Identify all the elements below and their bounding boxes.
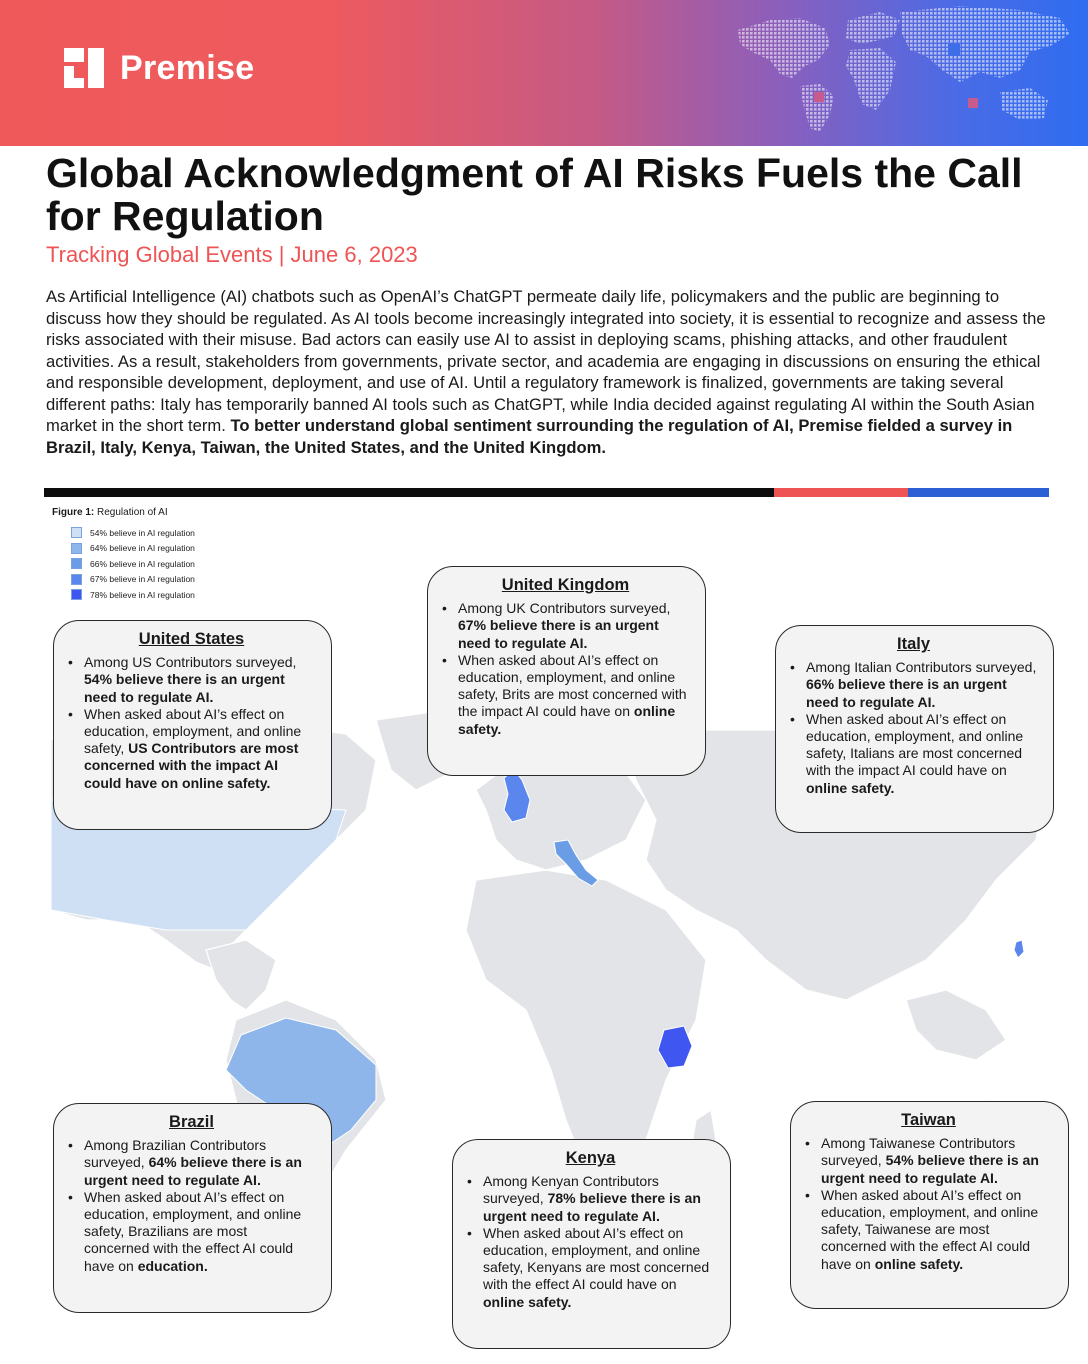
intro-text: As Artificial Intelligence (AI) chatbots such as OpenAI’s ChatGPT permeate daily life, policymakers and the public are beginning to discuss how they should be regulated. As AI tools become increasingly integrated into society, it is essential to recognize and assess the risks associated with their misuse. Bad actors can easily use AI to assist in deploying scams, phishing attacks, and other fraudulent activities. As a result, stakeholders from governments, private sector, and academia are engaging in discussions on ensuring the ethical and responsible development, deployment, and use of AI. Until a regulatory framework is finalized, governments are taking several different paths: Italy has temporarily banned AI tools such as ChatGPT, while India decided against regulating AI within the South Asian market in the short term.	[46, 287, 1046, 435]
bullet-bold-text: 78% believe there is an urgent need to regulate AI.	[483, 1190, 701, 1224]
callout-bullet	[790, 659, 1037, 711]
map-central-america	[206, 940, 276, 1010]
figure-title	[52, 507, 195, 518]
section-rule-blue	[908, 488, 1049, 497]
page-subtitle: Tracking Global Events | June 6, 2023	[46, 242, 418, 267]
bullet-text: Among US Contributors surveyed,	[84, 654, 297, 671]
legend-swatch	[71, 527, 82, 538]
legend-swatch	[71, 543, 82, 554]
legend-item	[71, 572, 195, 588]
legend-item	[71, 525, 195, 541]
bullet-bold-text: online safety.	[874, 1255, 964, 1272]
callout-bullet	[68, 1137, 315, 1189]
map-southeast-asia	[906, 990, 1006, 1060]
legend-label: 67% believe in AI regulation	[90, 574, 195, 585]
bullet-bold-text: 64% believe there is an urgent need to regulate AI.	[84, 1154, 302, 1188]
bullet-bold-text: 67% believe there is an urgent need to regulate AI.	[458, 617, 659, 651]
premise-logo-icon	[64, 48, 104, 88]
legend-swatch	[71, 574, 82, 585]
figure-legend	[52, 507, 195, 603]
callout-title: Italy	[896, 635, 931, 653]
map-africa	[466, 870, 706, 1180]
legend-label: 66% believe in AI regulation	[90, 558, 195, 569]
callout-title: Brazil	[169, 1113, 214, 1131]
callout-united-kingdom	[427, 566, 706, 776]
bullet-text: Among Brazilian Contributors surveyed,	[84, 1137, 267, 1171]
callout-title: United States	[138, 630, 245, 648]
callout-title: United Kingdom	[501, 576, 630, 594]
callout-title: Taiwan	[901, 1111, 956, 1129]
bullet-bold-text: 66% believe there is an urgent need to regulate AI.	[806, 676, 1007, 710]
callout-kenya	[452, 1139, 731, 1349]
callout-bullet	[68, 654, 315, 706]
bullet-text: When asked about AI’s effect on education, employment, and online safety, Brazilians are most concerned with the effect AI could have on	[84, 1188, 302, 1274]
bullet-text: Among UK Contributors surveyed,	[458, 600, 671, 617]
intro-bold-text: To better understand global sentiment surrounding the regulation of AI, Premise fielded a survey in Brazil, Italy, Kenya, Taiwan, the United States, and the United Kingdom.	[46, 416, 1013, 457]
intro-paragraph	[46, 286, 1046, 458]
legend-swatch	[71, 558, 82, 569]
callout-italy	[775, 625, 1054, 833]
legend-label: 64% believe in AI regulation	[90, 543, 195, 554]
bullet-text: When asked about AI’s effect on education, employment, and online safety, Kenyans are most concerned with the effect AI could have on	[483, 1224, 710, 1293]
dotted-world-map-graphic	[730, 0, 1088, 146]
callout-bullet	[467, 1225, 714, 1311]
callout-bullet	[805, 1135, 1052, 1187]
legend-item	[71, 587, 195, 603]
bullet-text: When asked about AI’s effect on education, employment, and online safety, Taiwanese are most concerned with the effect AI could have on	[821, 1186, 1039, 1272]
bullet-bold-text: 54% believe there is an urgent need to regulate AI.	[84, 671, 285, 705]
bullet-bold-text: online safety.	[483, 1293, 572, 1310]
figure-caption: Regulation of AI	[97, 507, 168, 518]
callout-bullet	[442, 600, 689, 652]
callout-bullet	[805, 1187, 1052, 1273]
bullet-text: Among Kenyan Contributors surveyed,	[483, 1173, 659, 1207]
legend-swatch	[71, 589, 82, 600]
brand-logo[interactable]	[64, 48, 254, 88]
bullet-bold-text: online safety.	[806, 779, 895, 796]
section-rule-red	[774, 488, 908, 497]
bullet-text: Among Italian Contributors surveyed,	[806, 659, 1037, 676]
figure-label: Figure 1:	[52, 507, 95, 518]
callout-bullet	[790, 711, 1037, 797]
bullet-bold-text: US Contributors are most concerned with the impact AI could have on online safety.	[84, 740, 299, 791]
bullet-text: When asked about AI’s effect on education, employment, and online safety,	[84, 705, 302, 757]
bullet-text: When asked about AI’s effect on education, employment, and online safety, Italians are most concerned with the impact AI could have on	[806, 710, 1024, 779]
page-title: Global Acknowledgment of AI Risks Fuels the Call for Regulation	[46, 150, 1023, 239]
legend-item	[71, 556, 195, 572]
callout-bullet	[68, 706, 315, 792]
callout-bullet	[442, 652, 689, 738]
callout-united-states	[53, 620, 332, 830]
header-banner	[0, 0, 1088, 146]
bullet-text: When asked about AI’s effect on education, employment, and online safety, Brits are most concerned with the impact AI could have on	[458, 651, 687, 720]
brand-name: Premise	[120, 48, 255, 87]
bullet-bold-text: education.	[137, 1257, 208, 1274]
map-country-taiwan	[1014, 940, 1024, 958]
callout-title: Kenya	[565, 1149, 616, 1167]
section-rule-black	[44, 488, 774, 497]
legend-label: 78% believe in AI regulation	[90, 589, 195, 600]
callout-bullet	[68, 1189, 315, 1275]
bullet-bold-text: 54% believe there is an urgent need to regulate AI.	[821, 1152, 1039, 1186]
bullet-bold-text: online safety.	[458, 703, 676, 737]
bullet-text: Among Taiwanese Contributors surveyed,	[821, 1135, 1016, 1169]
callout-brazil	[53, 1103, 332, 1313]
callout-bullet	[467, 1173, 714, 1225]
callout-taiwan	[790, 1101, 1069, 1309]
legend-item	[71, 541, 195, 557]
legend-label: 54% believe in AI regulation	[90, 527, 195, 538]
